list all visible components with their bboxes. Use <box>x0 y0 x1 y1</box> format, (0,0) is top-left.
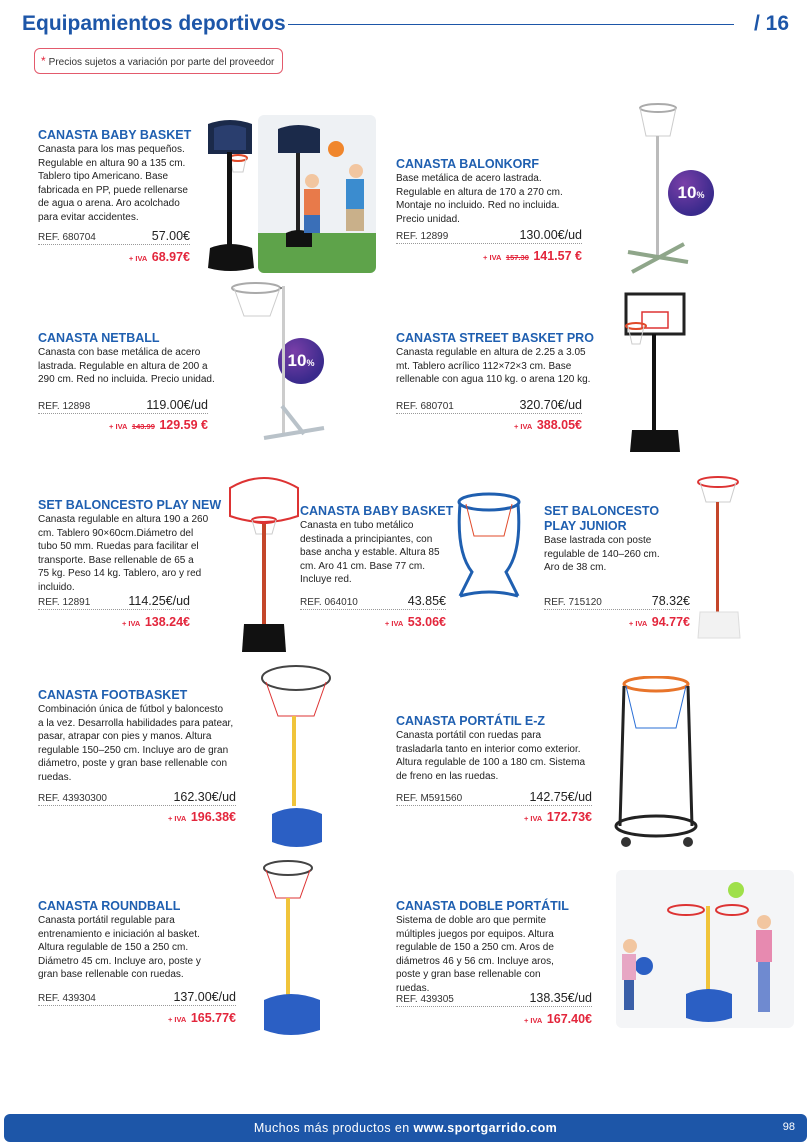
iva-label: + IVA <box>523 814 543 823</box>
street-basket-image <box>622 290 688 456</box>
product-price: 138.35€/ud <box>529 991 592 1005</box>
footer-text <box>4 1121 807 1135</box>
product-ref: REF. 064010 <box>300 597 358 608</box>
iva-price: 141.57 € <box>533 249 582 263</box>
iva-price: 138.24€ <box>144 615 190 629</box>
product-title: CANASTA FOOTBASKET <box>38 688 188 702</box>
ref-row <box>38 990 236 1006</box>
product-description: Base lastrada con poste regulable de 140–260 cm. Aro de 38 cm. <box>544 535 660 573</box>
product-price: 130.00€/ud <box>519 228 582 242</box>
iva-price-row <box>38 808 236 826</box>
product-description: Canasta regulable en altura 190 a 260 cm. Tablero 90×60cm.Diámetro del tubo 50 mm. Ruedas para facilitar el transporte. Base rellenable de 65 a 75 kg. Peso 14 kg. Tablero, aro y red incluido. <box>38 514 209 593</box>
product-footbasket <box>38 688 258 824</box>
roundball-image <box>258 860 330 1040</box>
product-ref: REF. 43930300 <box>38 793 107 804</box>
product-ref: REF. 12898 <box>38 401 91 412</box>
iva-old-price: 143.99 <box>131 422 155 431</box>
product-title: CANASTA BABY BASKET <box>38 128 192 142</box>
product-description: Combinación única de fútbol y baloncesto a la vez. Desarrolla habilidades para patear, pasar, atrapar con pies y manos. Altura regulable 150–250 cm. Incluye aro de gran diámetro, poste y gran base rellenable con ruedas. <box>38 704 234 783</box>
iva-price-row <box>396 416 582 434</box>
product-price: 320.70€/ud <box>519 398 582 412</box>
iva-price-row <box>544 613 690 631</box>
product-price: 57.00€ <box>151 229 190 243</box>
product-description: Canasta en tubo metálico destinada a principiantes, con base ancha y estable. Altura 85 cm. Aro 41 cm. Base 77 cm. Incluye red. <box>300 520 440 585</box>
iva-label: + IVA <box>384 619 404 628</box>
iva-price: 129.59 € <box>159 418 208 432</box>
play-new-image <box>226 472 302 654</box>
discount-badge: 10% <box>278 338 324 384</box>
ref-row <box>396 991 592 1007</box>
ref-row <box>38 594 190 610</box>
product-description: Canasta regulable en altura de 2.25 a 3.05 mt. Tablero acrílico 112×72×3 cm. Base rellenable con agua 110 kg. o arena 120 kg. <box>396 347 591 385</box>
discount-badge: 10% <box>668 170 714 216</box>
kids-playing-photo <box>258 115 376 273</box>
product-play-junior <box>544 504 694 629</box>
product-title: CANASTA NETBALL <box>38 331 160 345</box>
product-description: Canasta para los mas pequeños. Regulable en altura 90 a 135 cm. Tablero tipo Americano. Base fabricada en PP, puede rellenarse de agua o arena. Aro acolchado para evitar accidentes. <box>38 144 188 223</box>
product-street-basket-pro <box>396 331 626 432</box>
iva-label: + IVA <box>513 422 533 431</box>
ref-row <box>396 790 592 806</box>
product-description: Canasta con base metálica de acero lastrada. Regulable en altura de 200 a 290 cm. Red no incluida. Precio unidad. <box>38 347 215 385</box>
section-page-tag: / 16 <box>754 12 790 35</box>
product-price: 137.00€/ud <box>173 990 236 1004</box>
iva-label: + IVA <box>523 1016 543 1025</box>
iva-price: 388.05€ <box>536 418 582 432</box>
product-ref: REF. 439305 <box>396 994 454 1005</box>
play-junior-image <box>694 476 744 642</box>
iva-label: + IVA <box>483 253 502 262</box>
disclaimer-text: Precios sujetos a variación por parte del proveedor <box>48 57 275 68</box>
header-divider <box>288 24 734 25</box>
baby-basket-metal-image <box>452 492 526 602</box>
balonkorf-image <box>622 102 692 282</box>
product-description: Base metálica de acero lastrada. Regulable en altura de 170 a 270 cm. Montaje no incluido. Red no incluida. Precio unidad. <box>396 173 563 225</box>
product-price: 43.85€ <box>407 594 446 608</box>
product-play-new <box>38 498 238 629</box>
product-price: 119.00€/ud <box>146 398 208 412</box>
product-description: Canasta portátil con ruedas para trasladarla tanto en interior como exterior. Altura regulable de 100 a 180 cm. Sistema de freno en las ruedas. <box>396 730 585 782</box>
product-balonkorf <box>396 157 616 263</box>
product-price: 114.25€/ud <box>128 594 190 608</box>
ref-row <box>38 790 236 806</box>
iva-price-row <box>38 416 208 434</box>
section-title: Equipamientos deportivos <box>22 12 286 35</box>
iva-price: 68.97€ <box>151 250 190 264</box>
product-roundball <box>38 899 258 1025</box>
product-ref: REF. 439304 <box>38 993 96 1004</box>
iva-price-row <box>38 613 190 631</box>
product-description: Canasta portátil regulable para entrenamiento e iniciación al basket. Altura regulable de 150 a 250 cm. Diámetro 45 cm. Incluye aro, poste y gran base rellenable con ruedas. <box>38 915 201 980</box>
product-netball <box>38 331 258 432</box>
iva-price-row <box>38 1009 236 1027</box>
product-title: CANASTA PORTÁTIL E-Z <box>396 714 546 728</box>
product-ref: REF. 715120 <box>544 597 602 608</box>
product-ref: REF. 12899 <box>396 231 449 242</box>
footer-prefix: Muchos más productos en <box>253 1121 414 1135</box>
iva-label: + IVA <box>109 422 128 431</box>
product-title: SET BALONCESTO PLAY JUNIOR <box>544 504 660 533</box>
product-ref: REF. 680704 <box>38 232 96 243</box>
footbasket-image <box>258 664 334 852</box>
ref-row <box>38 398 208 414</box>
product-price: 162.30€/ud <box>173 790 236 804</box>
ref-row <box>396 228 582 244</box>
product-title: CANASTA BALONKORF <box>396 157 540 171</box>
page-number: 98 <box>782 1121 795 1133</box>
iva-price: 172.73€ <box>546 810 592 824</box>
price-disclaimer <box>34 48 283 74</box>
product-price: 78.32€ <box>651 594 690 608</box>
iva-old-price: 157.30 <box>505 253 529 262</box>
iva-label: + IVA <box>628 619 648 628</box>
product-portatil-ez <box>396 714 616 824</box>
portatil-ez-image <box>612 676 702 854</box>
footer-bar <box>4 1114 807 1142</box>
ref-row <box>544 594 690 610</box>
iva-label: + IVA <box>167 814 187 823</box>
product-title: CANASTA STREET BASKET PRO <box>396 331 594 345</box>
product-title: SET BALONCESTO PLAY NEW <box>38 498 222 512</box>
doble-portatil-photo <box>616 870 794 1028</box>
iva-label: + IVA <box>128 254 148 263</box>
iva-price-row <box>300 613 446 631</box>
product-baby-basket-metal <box>300 504 460 629</box>
ref-row <box>396 398 582 414</box>
product-ref: REF. 680701 <box>396 401 454 412</box>
product-title: CANASTA DOBLE PORTÁTIL <box>396 899 569 913</box>
iva-price: 167.40€ <box>546 1012 592 1026</box>
product-description: Sistema de doble aro que permite múltiples juegos por equipos. Altura regulable de 150 a 250 cm. Aros de diámetros 46 y 56 cm. Incluye aros, poste y gran base rellenable con ruedas. <box>396 915 554 994</box>
iva-price: 53.06€ <box>407 615 446 629</box>
product-doble-portatil <box>396 899 616 1026</box>
asterisk: * <box>41 54 46 68</box>
iva-price: 196.38€ <box>190 810 236 824</box>
product-title: CANASTA ROUNDBALL <box>38 899 181 913</box>
product-title: CANASTA BABY BASKET <box>300 504 454 518</box>
iva-price-row <box>396 247 582 265</box>
netball-image <box>226 282 326 458</box>
product-price: 142.75€/ud <box>529 790 592 804</box>
iva-price: 165.77€ <box>190 1011 236 1025</box>
baby-basket-image <box>200 118 260 274</box>
ref-row <box>38 229 190 245</box>
iva-price-row <box>396 808 592 826</box>
iva-price-row <box>38 248 190 266</box>
iva-price: 94.77€ <box>651 615 690 629</box>
ref-row <box>300 594 446 610</box>
iva-price-row <box>396 1010 592 1028</box>
product-ref: REF. 12891 <box>38 597 91 608</box>
iva-label: + IVA <box>121 619 141 628</box>
iva-label: + IVA <box>167 1015 187 1024</box>
product-ref: REF. M591560 <box>396 793 463 804</box>
footer-site-link[interactable]: www.sportgarrido.com <box>413 1121 558 1135</box>
